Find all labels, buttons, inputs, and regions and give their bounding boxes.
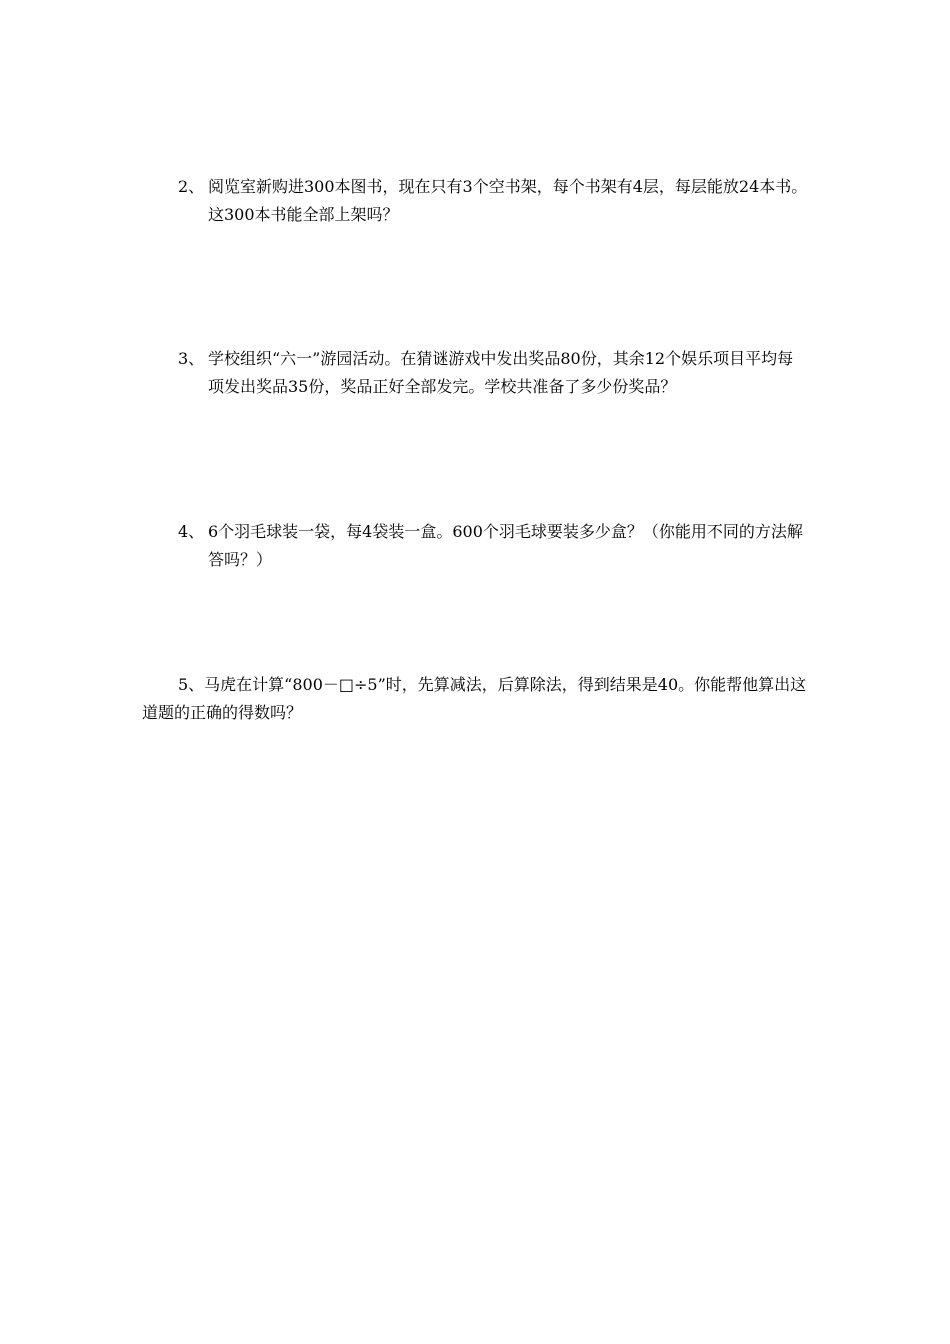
problem-3	[178, 345, 808, 401]
problem-number: 2、	[178, 177, 205, 196]
problem-text: 5、马虎在计算“800－□÷5”时，先算减法，后算除法，得到结果是40。你能帮他算出这道题的正确的得数吗？	[142, 675, 807, 722]
problem-text: 6个羽毛球装一袋，每4袋装一盒。600个羽毛球要装多少盒？（你能用不同的方法解答吗？）	[208, 522, 803, 569]
problem-5	[142, 671, 812, 727]
problem-2	[178, 173, 808, 229]
problem-text: 阅览室新购进300本图书，现在只有3个空书架，每个书架有4层，每层能放24本书。这300本书能全部上架吗？	[208, 177, 808, 224]
problem-text: 学校组织“六一”游园活动。在猜谜游戏中发出奖品80份，其余12个娱乐项目平均每项发出奖品35份，奖品正好全部发完。学校共准备了多少份奖品？	[208, 349, 794, 396]
problem-number: 3、	[178, 349, 205, 368]
problem-4	[178, 518, 808, 574]
problem-number: 4、	[178, 522, 205, 541]
